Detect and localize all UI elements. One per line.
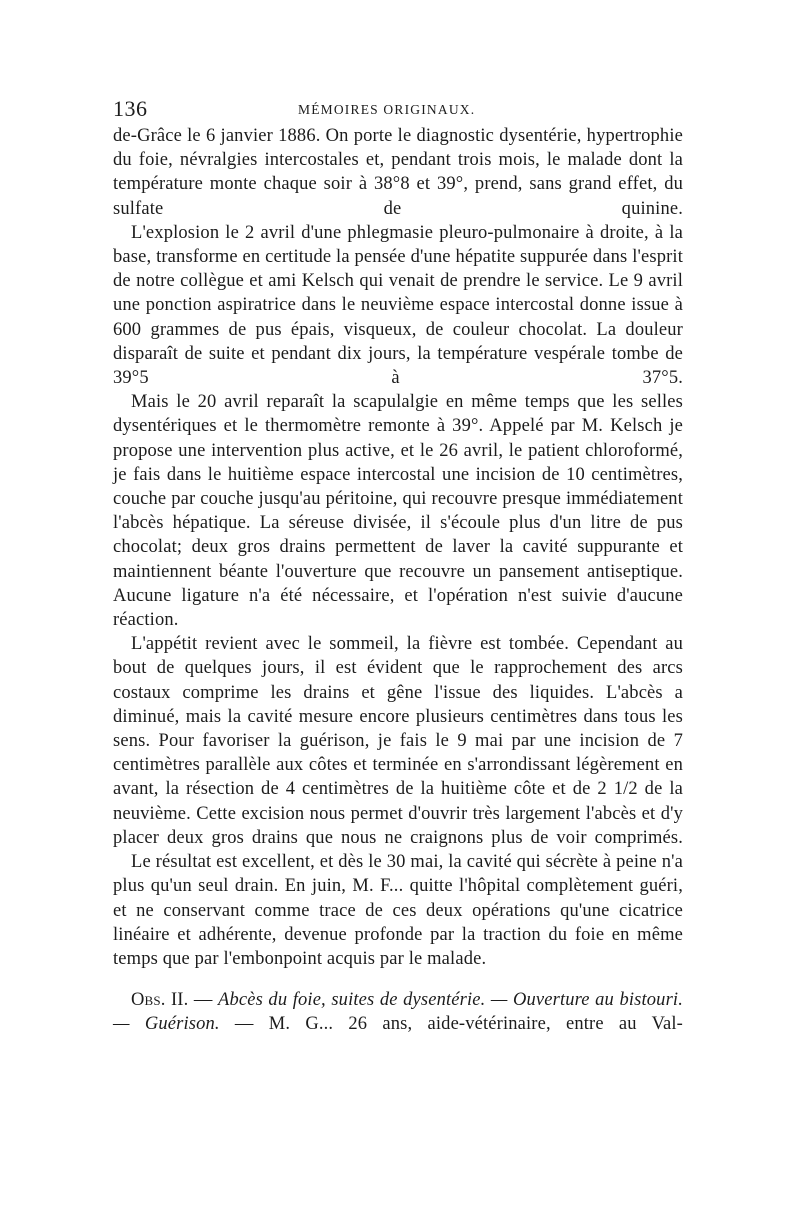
paragraph: L'explosion le 2 avril d'une phlegmasie pleuro-pulmonaire à droite, à la base, transforme en certitude la pensée d'une hépatite suppurée dans l'esprit de notre collègue et ami Kelsch qui venait de prendre le service. Le 9 avril une ponction aspiratrice dans le neuvième espace intercostal donne issue à 600 grammes de pus épais, visqueux, de couleur chocolat. La douleur disparaît de suite et pendant dix jours, la température vespérale tombe de 39°5 à 37°5. <box>113 222 683 389</box>
running-head: MÉMOIRES ORIGINAUX. <box>298 102 476 117</box>
paragraph: de-Grâce le 6 janvier 1886. On porte le diagnostic dysentérie, hypertrophie du foie, névralgies intercostales et, pendant trois mois, le malade dont la température monte chaque soir à 38°8 et 39°, prend, sans grand effet, du sulfate de quinine. <box>113 126 683 219</box>
body-text <box>113 124 683 1037</box>
page-number: 136 <box>113 96 148 121</box>
observation-dash: — <box>188 990 219 1011</box>
observation-text: — M. G... 26 ans, aide-vétérinaire, entre au Val- <box>219 1014 683 1035</box>
paragraph: Le résultat est excellent, et dès le 30 mai, la cavité qui sécrète à peine n'a plus qu'un seul drain. En juin, M. F... quitte l'hôpital complètement guéri, et ne conservant comme trace de ces deux opérations qu'une cicatrice linéaire et adhérente, devenue profonde par la traction du foie en même temps que par l'embonpoint acquis par le malade. <box>113 852 683 969</box>
observation-label: Obs. II. <box>131 990 189 1011</box>
observation-title: Abcès du foie, suites de dysentérie. — Ouverture au bistouri.— Guérison. <box>113 990 683 1035</box>
observation-heading <box>113 988 683 1036</box>
paragraph: L'appétit revient avec le sommeil, la fièvre est tombée. Cependant au bout de quelques jours, il est évident que le rapprochement des arcs costaux comprime les drains et gêne l'issue des liquides. L'abcès a diminué, mais la cavité mesure encore plusieurs centimètres dans tous les sens. Pour favoriser la guérison, je fais le 9 mai par une incision de 7 centimètres parallèle aux côtes et terminée en s'arrondissant légèrement en avant, la résection de 4 centimètres de la huitième côte et de 2 1/2 de la neuvième. Cette excision nous permet d'ouvrir très largement l'abcès et d'y placer deux gros drains que nous ne craignons plus de voir comprimés. <box>113 634 683 848</box>
paragraph: Mais le 20 avril reparaît la scapulalgie en même temps que les selles dysentériques et le thermomètre remonte à 39°. Appelé par M. Kelsch je propose une intervention plus active, et le 26 avril, le patient chloroformé, je fais dans le huitième espace intercostal une incision de 10 centimètres, couche par couche jusqu'au péritoine, qui recouvre presque immédiatement l'abcès hépatique. La séreuse divisée, il s'écoule plus d'un litre de pus chocolat; deux gros drains permettent de laver la cavité suppurante et maintiennent béante l'ouverture que recouvre un pansement antiseptique. Aucune ligature n'a été nécessaire, et l'opération n'est suivie d'aucune réaction. <box>113 392 683 631</box>
page-header <box>113 96 683 126</box>
